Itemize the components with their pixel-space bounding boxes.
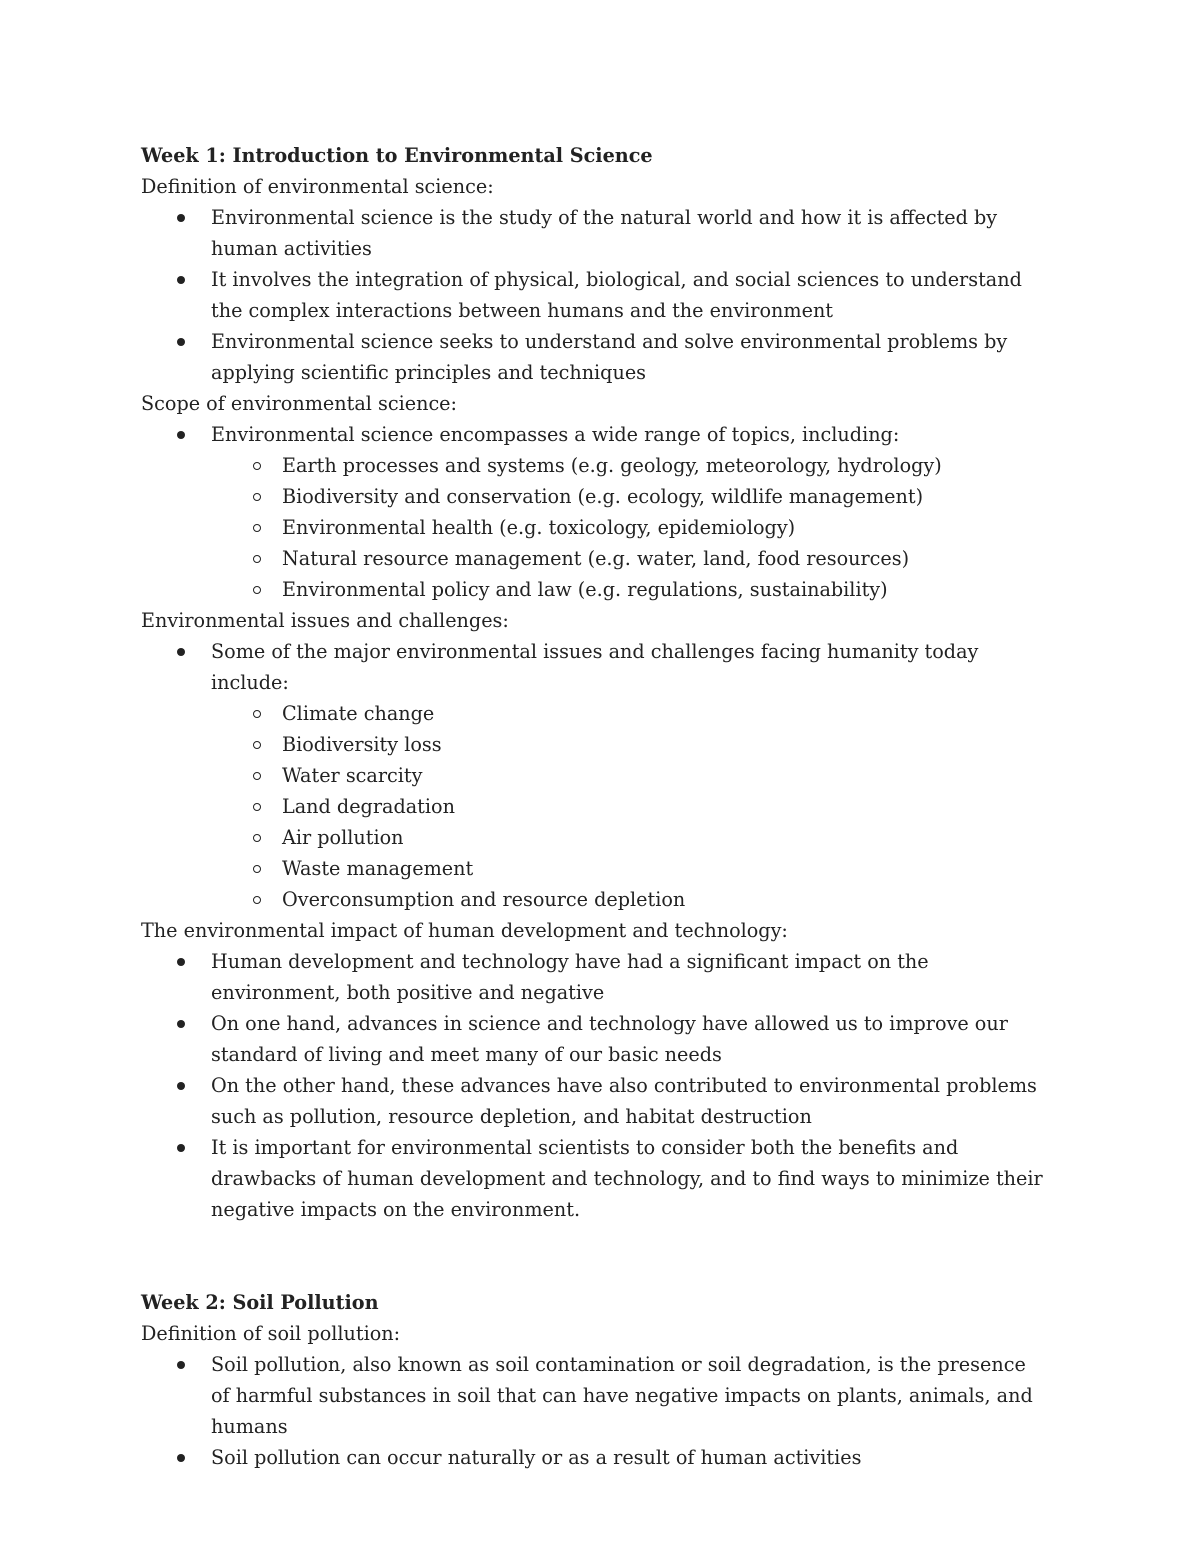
filled-bullet-icon (177, 214, 185, 222)
list-item (141, 946, 1050, 1008)
week-title: Week 1: Introduction to Environmental Science (141, 144, 653, 167)
filled-bullet-icon (177, 1020, 185, 1028)
bullet-list (141, 946, 1050, 1225)
hollow-bullet-icon (253, 741, 261, 749)
list-item (141, 326, 1050, 388)
section-heading: Definition of environmental science: (141, 175, 494, 198)
list-item-text: Environmental science seeks to understand and solve environmental problems by applying scientific principles and techniques (211, 330, 1008, 384)
filled-bullet-icon (177, 431, 185, 439)
sub-list-item-text: Land degradation (282, 795, 455, 818)
document-body (141, 140, 1050, 1473)
hollow-bullet-icon (253, 896, 261, 904)
sub-list-item-text: Water scarcity (282, 764, 423, 787)
list-item-text: Soil pollution, also known as soil contamination or soil degradation, is the presence of harmful substances in soil that can have negative impacts on plants, animals, and humans (211, 1353, 1033, 1438)
list-item-text: Some of the major environmental issues and challenges facing humanity today include: (211, 640, 979, 694)
sub-list-item-text: Climate change (282, 702, 435, 725)
list-item-text: On one hand, advances in science and technology have allowed us to improve our standard of living and meet many of our basic needs (211, 1012, 1008, 1066)
sub-list-item (211, 543, 1050, 574)
sub-list-item (211, 481, 1050, 512)
sub-list-item-text: Overconsumption and resource depletion (282, 888, 686, 911)
sub-list-item (211, 853, 1050, 884)
sub-bullet-list (211, 698, 1050, 915)
bullet-list (141, 202, 1050, 388)
hollow-bullet-icon (253, 555, 261, 563)
sub-list-item-text: Biodiversity loss (282, 733, 442, 756)
sub-list-item (211, 574, 1050, 605)
list-item (141, 264, 1050, 326)
hollow-bullet-icon (253, 772, 261, 780)
filled-bullet-icon (177, 1082, 185, 1090)
filled-bullet-icon (177, 648, 185, 656)
sub-bullet-list (211, 450, 1050, 605)
list-item (141, 1008, 1050, 1070)
list-item-text: On the other hand, these advances have also contributed to environmental problems such as pollution, resource depletion, and habitat destruction (211, 1074, 1037, 1128)
hollow-bullet-icon (253, 524, 261, 532)
list-item-text: Environmental science encompasses a wide range of topics, including: (211, 423, 900, 446)
list-item-text: Soil pollution can occur naturally or as a result of human activities (211, 1446, 862, 1469)
hollow-bullet-icon (253, 493, 261, 501)
sub-list-item-text: Environmental health (e.g. toxicology, epidemiology) (282, 516, 796, 539)
sub-list-item (211, 512, 1050, 543)
section-heading: Scope of environmental science: (141, 392, 458, 415)
sub-list-item (211, 729, 1050, 760)
hollow-bullet-icon (253, 586, 261, 594)
list-item (141, 202, 1050, 264)
sub-list-item (211, 884, 1050, 915)
week-section (141, 1287, 1050, 1473)
sub-list-item (211, 450, 1050, 481)
bullet-list (141, 636, 1050, 915)
list-item (141, 1070, 1050, 1132)
hollow-bullet-icon (253, 710, 261, 718)
section-heading: Environmental issues and challenges: (141, 609, 509, 632)
list-item-text: It is important for environmental scientists to consider both the benefits and drawbacks of human development and technology, and to find ways to minimize their negative impacts on the environment. (211, 1136, 1043, 1221)
sub-list-item (211, 791, 1050, 822)
sub-list-item-text: Waste management (282, 857, 474, 880)
sub-list-item-text: Environmental policy and law (e.g. regulations, sustainability) (282, 578, 888, 601)
hollow-bullet-icon (253, 803, 261, 811)
list-item (141, 1442, 1050, 1473)
list-item (141, 636, 1050, 915)
sub-list-item (211, 698, 1050, 729)
section-heading: The environmental impact of human development and technology: (141, 919, 788, 942)
sub-list-item-text: Earth processes and systems (e.g. geology, meteorology, hydrology) (282, 454, 942, 477)
list-item-text: Environmental science is the study of the natural world and how it is affected by human activities (211, 206, 998, 260)
hollow-bullet-icon (253, 462, 261, 470)
hollow-bullet-icon (253, 865, 261, 873)
week-section (141, 140, 1050, 1225)
filled-bullet-icon (177, 1454, 185, 1462)
sub-list-item (211, 760, 1050, 791)
list-item-text: Human development and technology have had a significant impact on the environment, both positive and negative (211, 950, 929, 1004)
sub-list-item-text: Biodiversity and conservation (e.g. ecology, wildlife management) (282, 485, 924, 508)
filled-bullet-icon (177, 338, 185, 346)
section-heading: Definition of soil pollution: (141, 1322, 401, 1345)
hollow-bullet-icon (253, 834, 261, 842)
filled-bullet-icon (177, 958, 185, 966)
filled-bullet-icon (177, 276, 185, 284)
filled-bullet-icon (177, 1144, 185, 1152)
list-item (141, 1349, 1050, 1442)
list-item (141, 1132, 1050, 1225)
list-item-text: It involves the integration of physical, biological, and social sciences to understand the complex interactions between humans and the environment (211, 268, 1022, 322)
sub-list-item-text: Air pollution (282, 826, 404, 849)
bullet-list (141, 1349, 1050, 1473)
sub-list-item-text: Natural resource management (e.g. water, land, food resources) (282, 547, 910, 570)
filled-bullet-icon (177, 1361, 185, 1369)
bullet-list (141, 419, 1050, 605)
week-title: Week 2: Soil Pollution (141, 1291, 379, 1314)
list-item (141, 419, 1050, 605)
sub-list-item (211, 822, 1050, 853)
